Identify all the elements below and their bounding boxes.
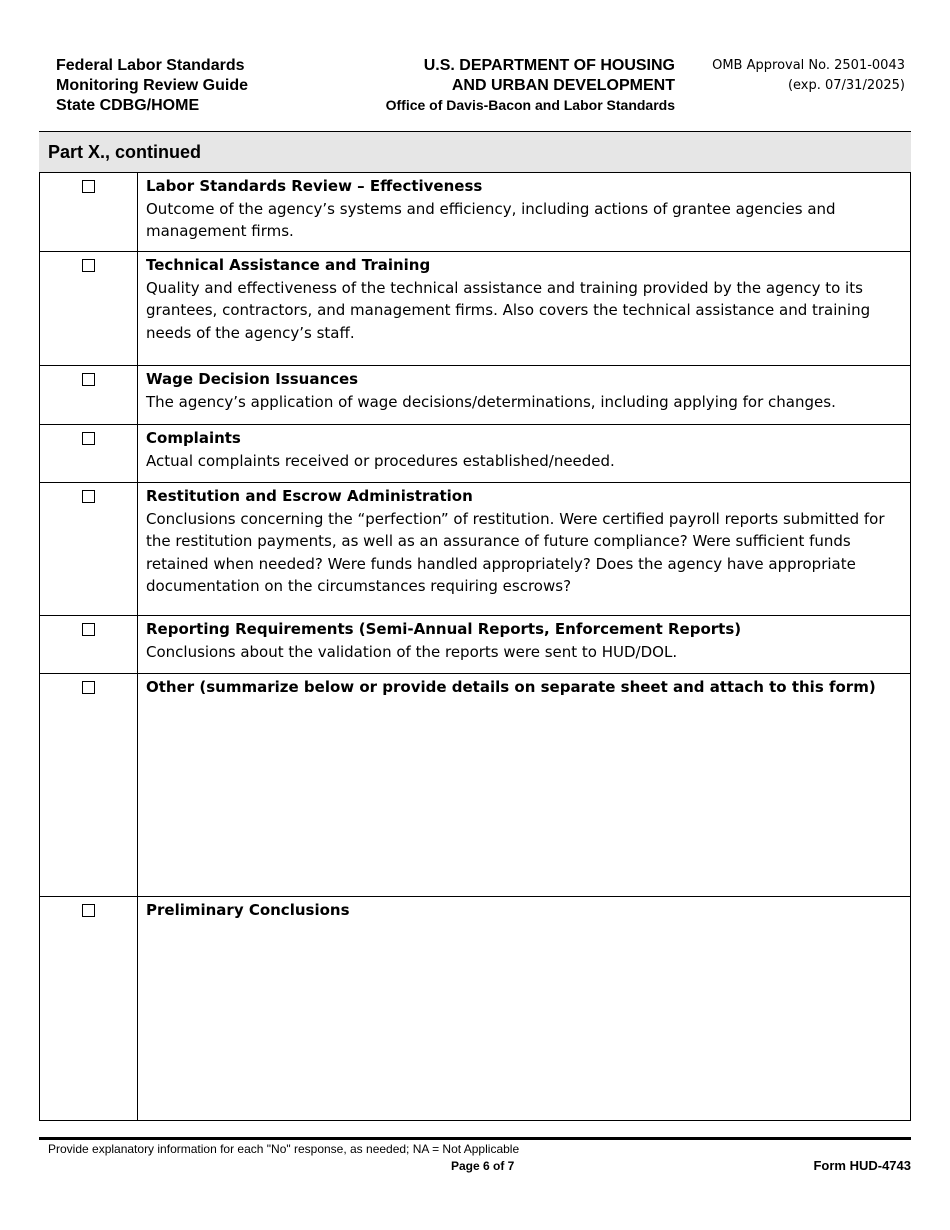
row-body: Conclusions concerning the “perfection” of restitution. Were certified payroll reports submitted for the restitution payments, as well as an assurance of future compliance? Were sufficient funds retained when needed? Were funds handled appropriately? Does the agency have appropriate documentation on the circumstances requiring escrows? [146,509,885,596]
row-title: Labor Standards Review – Effectiveness [146,177,483,195]
review-checkbox[interactable] [82,432,95,445]
footer-rule [39,1137,911,1140]
checkbox-cell [40,483,138,616]
part-title: Part X., continued [48,142,202,162]
checkbox-cell [40,897,138,1121]
checkbox-cell [40,616,138,674]
review-row [40,366,911,425]
department-name-line1: U.S. DEPARTMENT OF HOUSING [423,57,675,74]
form-title-block [56,56,248,116]
row-title: Technical Assistance and Training [146,256,431,274]
review-row [40,173,911,252]
row-body: Outcome of the agency’s systems and efficiency, including actions of grantee agencies and management firms. [146,199,836,241]
department-name-line2: AND URBAN DEVELOPMENT [451,77,675,94]
row-title: Reporting Requirements (Semi-Annual Reports, Enforcement Reports) [146,620,742,638]
checkbox-cell [40,173,138,252]
review-row [40,252,911,366]
omb-expiration: (exp. 07/31/2025) [787,78,905,93]
omb-block [690,56,905,96]
review-row [40,674,911,897]
row-body: Conclusions about the validation of the reports were sent to HUD/DOL. [146,642,678,661]
checkbox-cell [40,674,138,897]
row-title: Preliminary Conclusions [146,901,350,919]
row-title: Other (summarize below or provide details on separate sheet and attach to this form) [146,678,876,696]
row-description [138,173,911,252]
review-row [40,425,911,483]
row-description [138,425,911,483]
review-table [39,172,911,1121]
page-number: Page 6 of 7 [451,1159,515,1173]
checkbox-cell [40,425,138,483]
review-checkbox[interactable] [82,681,95,694]
row-description [138,616,911,674]
review-checkbox[interactable] [82,623,95,636]
row-description [138,483,911,616]
review-row [40,616,911,674]
row-title: Restitution and Escrow Administration [146,487,473,505]
review-checkbox[interactable] [82,259,95,272]
review-checkbox[interactable] [82,180,95,193]
row-body: The agency’s application of wage decisions/determinations, including applying for changes. [146,392,836,411]
checkbox-cell [40,366,138,425]
part-header [39,131,911,172]
review-row [40,897,911,1121]
row-description [138,674,911,897]
office-name: Office of Davis-Bacon and Labor Standards [385,97,675,113]
review-checkbox[interactable] [82,490,95,503]
omb-approval-number: OMB Approval No. 2501-0043 [712,58,905,73]
review-checkbox[interactable] [82,373,95,386]
row-description [138,252,911,366]
checkbox-cell [40,252,138,366]
form-title-line: Monitoring Review Guide [56,77,249,94]
form-title-line: Federal Labor Standards [56,57,245,74]
review-checkbox[interactable] [82,904,95,917]
row-title: Complaints [146,429,241,447]
row-title: Wage Decision Issuances [146,370,359,388]
review-row [40,483,911,616]
row-description [138,897,911,1121]
row-body: Actual complaints received or procedures established/needed. [146,451,615,470]
footer-note: Provide explanatory information for each "No" response, as needed; NA = Not Applicable [48,1142,520,1156]
form-number: Form HUD-4743 [813,1158,911,1173]
form-title-line: State CDBG/HOME [56,97,200,114]
row-body: Quality and effectiveness of the technical assistance and training provided by the agency to its grantees, contractors, and management firms. Also covers the technical assistance and training needs of the agency’s staff. [146,278,871,342]
department-block [300,56,675,115]
row-description [138,366,911,425]
